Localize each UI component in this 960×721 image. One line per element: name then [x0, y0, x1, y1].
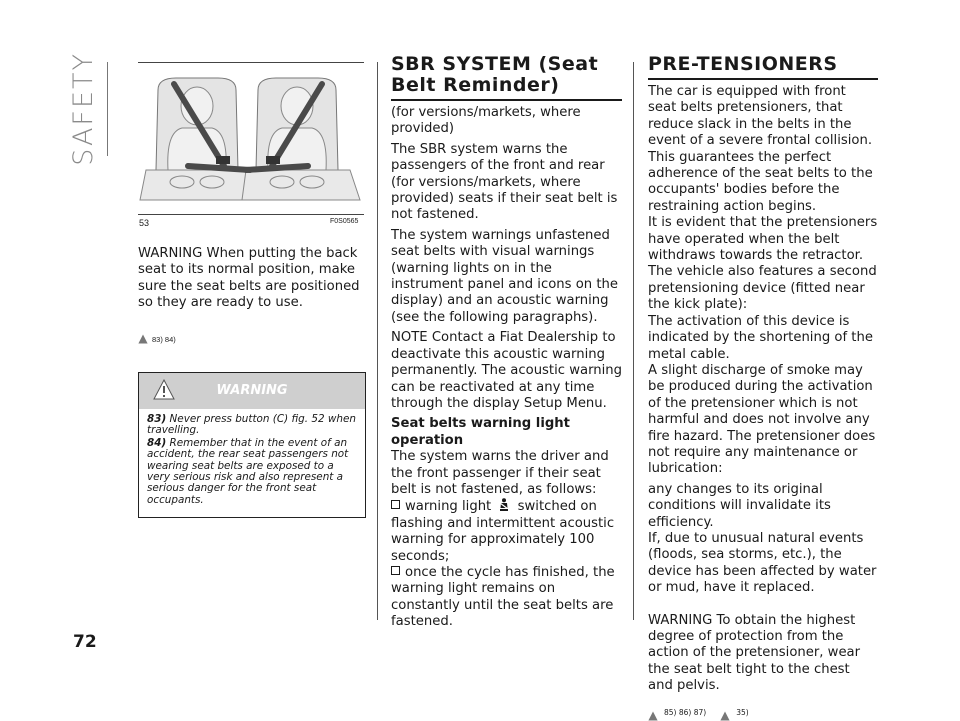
reference-numbers: 85) 86) 87) [664, 707, 707, 717]
paragraph: any changes to its original conditions will invalidate its efficiency. [648, 481, 831, 530]
subheading: Seat belts warning light operation [391, 416, 570, 448]
warning-item [147, 414, 357, 437]
sidebar-rule [107, 62, 108, 156]
paragraph: NOTE Contact a Fiat Dealership to deactivate this acoustic warning permanently. The acoustic warning can be reactivated at any time through the display Setup Menu. [391, 330, 623, 411]
pretensioners-section [648, 54, 878, 721]
warning-references [138, 334, 176, 344]
bullet-text: switched on flashing and intermittent acoustic warning for approximately 100 seconds; [391, 499, 615, 564]
rear-seat-belts-figure [138, 70, 364, 210]
warning-item-text: Never press button (C) fig. 52 when travelling. [147, 413, 356, 437]
sbr-section [391, 54, 622, 631]
bullet-item [391, 498, 622, 565]
bullet-item [391, 565, 622, 631]
paragraph: If, due to unusual natural events (floods, sea storms, etc.), the device has been affected by water or mud, have it replaced. [648, 530, 877, 596]
warning-references [648, 705, 878, 721]
warning-item [147, 438, 357, 506]
column-divider [377, 62, 378, 620]
column-divider [633, 62, 634, 620]
warning-header [139, 373, 365, 409]
section-title: SAFETY [68, 52, 99, 166]
figure-code: F0S0565 [330, 218, 359, 225]
paragraph: (for versions/markets, where provided) [391, 105, 581, 137]
warning-item-text: Remember that in the event of an accident, the rear seat passengers not wearing seat belts are exposed to a very serious risk and also represent a serious danger for the front seat occupants. [147, 436, 349, 506]
figure-bottom-rule [138, 214, 364, 215]
reference-numbers: 83) 84) [152, 335, 176, 344]
bullet-text: once the cycle has finished, the warning light remains on constantly until the seat belts are fastened. [391, 564, 615, 630]
warning-box [138, 372, 366, 518]
warning-triangle-icon [648, 711, 658, 721]
rear-seat-warning-text [138, 246, 364, 312]
paragraph: The activation of this device is indicated by the shortening of the metal cable. [648, 313, 873, 362]
bullet-square-icon [391, 500, 400, 509]
warning-item-number: 83) [147, 413, 167, 425]
seat-belt-warning-light-icon [498, 498, 510, 512]
bullet-text: warning light [405, 499, 492, 515]
paragraph: A slight discharge of smoke may be produced during the activation of the pretensioner which is not harmful and does not involve any fire hazard. The pretensioner does not require any maintenance or lubrication: [648, 362, 876, 477]
figure-top-rule [138, 62, 364, 63]
page-number: 72 [73, 632, 97, 652]
seat-belt-illustration [138, 70, 364, 210]
info-icon [720, 711, 730, 721]
paragraph: The system warns the driver and the front passenger if their seat belt is not fastened, as follows: [391, 449, 609, 497]
paragraph: The system warnings unfastened seat belts with visual warnings (warning lights on in the instrument panel and icons on the display) and an acoustic warning (see the following paragraphs). [391, 227, 618, 325]
paragraph: WARNING To obtain the highest degree of protection from the action of the pretensioner, wear the seat belt tight to the chest and pelvis. [648, 612, 861, 694]
paragraph: WARNING When putting the back seat to its normal position, make sure the seat belts are positioned so they are ready to use. [138, 246, 360, 311]
section-heading: PRE-TENSIONERS [648, 54, 878, 80]
paragraph: It is evident that the pretensioners have operated when the belt withdraws towards the retractor. The vehicle also features a second pretensioning device (fitted near the kick plate): [648, 215, 878, 313]
section-heading: SBR SYSTEM (Seat Belt Reminder) [391, 54, 622, 101]
bullet-square-icon [391, 566, 400, 575]
warning-triangle-icon [138, 334, 148, 344]
warning-title: WARNING [216, 383, 288, 398]
paragraph: The SBR system warns the passengers of the front and rear (for versions/markets, where provided) seats if their seat belt is not fastened. [391, 141, 618, 223]
paragraph: The car is equipped with front seat belts pretensioners, that reduce slack in the belts in the event of a severe frontal collision. This guarantees the perfect adherence of the seat belts to the occupants' bodies before the restraining action begins. [648, 84, 873, 214]
warning-item-number: 84) [147, 436, 167, 449]
figure-number: 53 [139, 218, 150, 228]
reference-numbers: 35) [736, 707, 749, 717]
warning-body [139, 409, 365, 512]
